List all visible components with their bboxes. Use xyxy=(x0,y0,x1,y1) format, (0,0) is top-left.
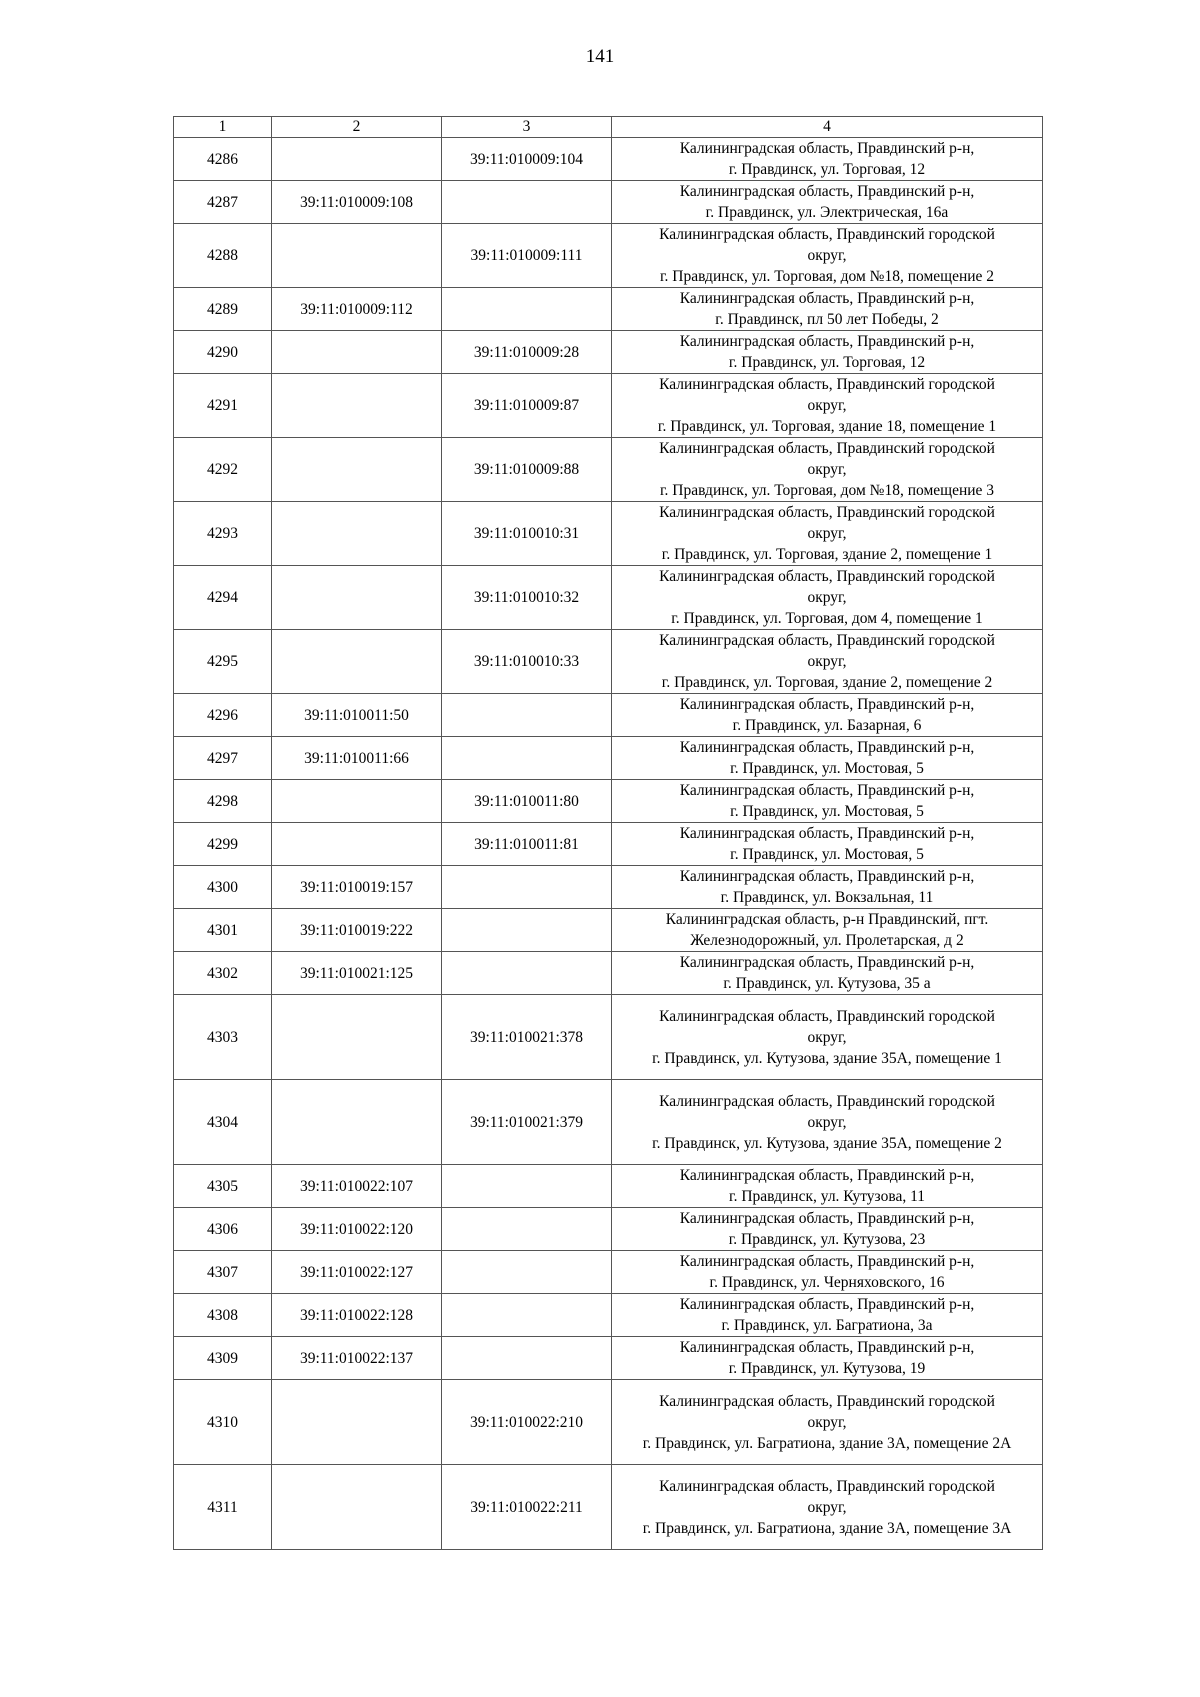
address-line: Калининградская область, Правдинский р-н, xyxy=(679,954,975,971)
row-number-cell: 4298 xyxy=(174,780,272,823)
address-line: Калининградская область, Правдинский р-н, xyxy=(679,183,975,200)
address-line: Калининградская область, Правдинский р-н, xyxy=(679,1296,975,1313)
address-line: Калининградская область, Правдинский р-н, xyxy=(679,696,975,713)
row-number-cell: 4306 xyxy=(174,1208,272,1251)
premises-cadastral-number-cell xyxy=(442,1294,612,1337)
address-cell xyxy=(612,288,1043,331)
address-cell xyxy=(612,737,1043,780)
premises-cadastral-number-cell: 39:11:010010:33 xyxy=(442,630,612,694)
row-number-cell: 4307 xyxy=(174,1251,272,1294)
address-line: г. Правдинск, ул. Кутузова, здание 35А, помещение 1 xyxy=(652,1049,1002,1067)
address-cell xyxy=(612,952,1043,995)
table-header xyxy=(174,117,1043,138)
address-line: г. Правдинск, пл 50 лет Победы, 2 xyxy=(715,311,939,328)
cadastral-number-cell: 39:11:010022:120 xyxy=(272,1208,442,1251)
address-cell xyxy=(612,630,1043,694)
row-number-cell: 4302 xyxy=(174,952,272,995)
table-row xyxy=(174,566,1043,630)
cadastral-number-cell: 39:11:010022:107 xyxy=(272,1165,442,1208)
address-cell xyxy=(612,823,1043,866)
address-line: Калининградская область, Правдинский городской xyxy=(659,1007,995,1025)
address-line: округ, xyxy=(807,589,847,606)
address-line: Калининградская область, Правдинский р-н, xyxy=(679,333,975,350)
address-line: г. Правдинск, ул. Кутузова, здание 35А, помещение 2 xyxy=(652,1134,1002,1152)
premises-cadastral-number-cell xyxy=(442,288,612,331)
address-line: Калининградская область, Правдинский городской xyxy=(659,376,995,393)
premises-cadastral-number-cell: 39:11:010010:32 xyxy=(442,566,612,630)
premises-cadastral-number-cell: 39:11:010009:104 xyxy=(442,138,612,181)
address-line: г. Правдинск, ул. Торговая, дом 4, помещение 1 xyxy=(671,610,983,627)
table-row xyxy=(174,331,1043,374)
cadastral-number-cell xyxy=(272,374,442,438)
cadastral-number-cell: 39:11:010011:66 xyxy=(272,737,442,780)
table-row xyxy=(174,138,1043,181)
address-line: Калининградская область, Правдинский р-н, xyxy=(679,782,975,799)
premises-cadastral-number-cell: 39:11:010009:28 xyxy=(442,331,612,374)
table-row xyxy=(174,502,1043,566)
address-line: округ, xyxy=(807,1028,847,1046)
address-line: Калининградская область, Правдинский р-н, xyxy=(679,825,975,842)
cadastral-number-cell xyxy=(272,1080,442,1165)
table-row xyxy=(174,1080,1043,1165)
address-line: Калининградская область, Правдинский городской xyxy=(659,1092,995,1110)
address-line: Калининградская область, Правдинский р-н, xyxy=(679,290,975,307)
row-number-cell: 4301 xyxy=(174,909,272,952)
address-line: г. Правдинск, ул. Торговая, дом №18, помещение 3 xyxy=(659,482,995,499)
premises-cadastral-number-cell: 39:11:010009:87 xyxy=(442,374,612,438)
address-line: Калининградская область, Правдинский р-н, xyxy=(679,1167,975,1184)
address-line: г. Правдинск, ул. Багратиона, здание 3А, помещение 2А xyxy=(642,1434,1012,1452)
address-line: г. Правдинск, ул. Кутузова, 11 xyxy=(729,1188,925,1205)
table-row xyxy=(174,995,1043,1080)
address-cell xyxy=(612,181,1043,224)
address-line: г. Правдинск, ул. Базарная, 6 xyxy=(732,717,922,734)
cadastral-number-cell xyxy=(272,224,442,288)
address-line: г. Правдинск, ул. Кутузова, 23 xyxy=(728,1231,926,1248)
address-line: Калининградская область, Правдинский городской xyxy=(659,504,995,521)
premises-cadastral-number-cell xyxy=(442,1208,612,1251)
row-number-cell: 4303 xyxy=(174,995,272,1080)
premises-cadastral-number-cell xyxy=(442,694,612,737)
row-number-cell: 4308 xyxy=(174,1294,272,1337)
address-cell xyxy=(612,138,1043,181)
premises-cadastral-number-cell xyxy=(442,866,612,909)
address-line: г. Правдинск, ул. Кутузова, 19 xyxy=(728,1360,926,1377)
table-row xyxy=(174,909,1043,952)
cadastral-number-cell xyxy=(272,780,442,823)
cadastral-number-cell: 39:11:010019:157 xyxy=(272,866,442,909)
column-header-4: 4 xyxy=(612,117,1043,138)
table-row xyxy=(174,1380,1043,1465)
row-number-cell: 4299 xyxy=(174,823,272,866)
address-line: Калининградская область, Правдинский городской xyxy=(659,632,995,649)
address-line: г. Правдинск, ул. Торговая, дом №18, помещение 2 xyxy=(659,268,995,285)
premises-cadastral-number-cell: 39:11:010021:378 xyxy=(442,995,612,1080)
address-cell xyxy=(612,502,1043,566)
row-number-cell: 4288 xyxy=(174,224,272,288)
cadastral-number-cell xyxy=(272,630,442,694)
address-cell xyxy=(612,1465,1043,1550)
table-row xyxy=(174,438,1043,502)
cadastral-number-cell xyxy=(272,502,442,566)
address-cell xyxy=(612,224,1043,288)
table-row xyxy=(174,1337,1043,1380)
row-number-cell: 4295 xyxy=(174,630,272,694)
table-row xyxy=(174,737,1043,780)
address-cell xyxy=(612,331,1043,374)
row-number-cell: 4304 xyxy=(174,1080,272,1165)
address-cell xyxy=(612,694,1043,737)
cadastral-number-cell: 39:11:010022:128 xyxy=(272,1294,442,1337)
address-cell xyxy=(612,995,1043,1080)
cadastral-number-cell: 39:11:010022:137 xyxy=(272,1337,442,1380)
address-line: Калининградская область, Правдинский р-н, xyxy=(679,1253,975,1270)
address-cell xyxy=(612,1165,1043,1208)
cadastral-number-cell xyxy=(272,995,442,1080)
address-line: Калининградская область, Правдинский городской xyxy=(659,1392,995,1410)
table-row xyxy=(174,823,1043,866)
address-line: г. Правдинск, ул. Электрическая, 16а xyxy=(705,204,949,221)
cadastral-number-cell: 39:11:010019:222 xyxy=(272,909,442,952)
address-line: округ, xyxy=(807,1498,847,1516)
table-row xyxy=(174,374,1043,438)
registry-table xyxy=(173,116,1043,1550)
row-number-cell: 4296 xyxy=(174,694,272,737)
premises-cadastral-number-cell xyxy=(442,1251,612,1294)
address-line: Калининградская область, Правдинский р-н, xyxy=(679,739,975,756)
address-cell xyxy=(612,1337,1043,1380)
address-line: округ, xyxy=(807,1113,847,1131)
address-cell xyxy=(612,1294,1043,1337)
address-cell xyxy=(612,1251,1043,1294)
premises-cadastral-number-cell: 39:11:010009:88 xyxy=(442,438,612,502)
premises-cadastral-number-cell: 39:11:010011:81 xyxy=(442,823,612,866)
cadastral-number-cell xyxy=(272,138,442,181)
row-number-cell: 4290 xyxy=(174,331,272,374)
address-line: Калининградская область, Правдинский городской xyxy=(659,440,995,457)
address-line: Калининградская область, Правдинский р-н, xyxy=(679,868,975,885)
column-header-3: 3 xyxy=(442,117,612,138)
address-cell xyxy=(612,566,1043,630)
row-number-cell: 4309 xyxy=(174,1337,272,1380)
cadastral-number-cell: 39:11:010021:125 xyxy=(272,952,442,995)
cadastral-number-cell xyxy=(272,823,442,866)
table-row xyxy=(174,1165,1043,1208)
address-line: г. Правдинск, ул. Мостовая, 5 xyxy=(730,846,924,863)
premises-cadastral-number-cell: 39:11:010009:111 xyxy=(442,224,612,288)
address-line: Калининградская область, Правдинский городской xyxy=(659,1477,995,1495)
address-line: г. Правдинск, ул. Торговая, здание 2, помещение 1 xyxy=(661,546,993,563)
address-line: г. Правдинск, ул. Торговая, 12 xyxy=(728,354,926,371)
table-row xyxy=(174,224,1043,288)
table-body xyxy=(174,138,1043,1550)
row-number-cell: 4292 xyxy=(174,438,272,502)
address-line: Калининградская область, Правдинский р-н, xyxy=(679,1339,975,1356)
address-line: г. Правдинск, ул. Кутузова, 35 а xyxy=(723,975,931,992)
table-row xyxy=(174,1294,1043,1337)
row-number-cell: 4291 xyxy=(174,374,272,438)
address-line: г. Правдинск, ул. Торговая, 12 xyxy=(728,161,926,178)
address-line: Калининградская область, Правдинский городской xyxy=(659,568,995,585)
premises-cadastral-number-cell xyxy=(442,737,612,780)
row-number-cell: 4286 xyxy=(174,138,272,181)
premises-cadastral-number-cell: 39:11:010022:211 xyxy=(442,1465,612,1550)
address-cell xyxy=(612,909,1043,952)
address-line: г. Правдинск, ул. Торговая, здание 18, помещение 1 xyxy=(657,418,997,435)
table-row xyxy=(174,288,1043,331)
column-header-1: 1 xyxy=(174,117,272,138)
table-row xyxy=(174,1251,1043,1294)
table-row xyxy=(174,1208,1043,1251)
premises-cadastral-number-cell xyxy=(442,1337,612,1380)
address-line: округ, xyxy=(807,1413,847,1431)
address-line: г. Правдинск, ул. Багратиона, здание 3А, помещение 3А xyxy=(642,1519,1012,1537)
premises-cadastral-number-cell xyxy=(442,1165,612,1208)
address-cell xyxy=(612,1208,1043,1251)
address-line: Железнодорожный, ул. Пролетарская, д 2 xyxy=(690,932,964,949)
address-line: г. Правдинск, ул. Черняховского, 16 xyxy=(709,1274,945,1291)
address-line: округ, xyxy=(807,247,847,264)
premises-cadastral-number-cell: 39:11:010021:379 xyxy=(442,1080,612,1165)
cadastral-number-cell: 39:11:010011:50 xyxy=(272,694,442,737)
row-number-cell: 4287 xyxy=(174,181,272,224)
address-line: г. Правдинск, ул. Мостовая, 5 xyxy=(730,760,924,777)
premises-cadastral-number-cell xyxy=(442,909,612,952)
address-cell xyxy=(612,438,1043,502)
row-number-cell: 4289 xyxy=(174,288,272,331)
row-number-cell: 4311 xyxy=(174,1465,272,1550)
cadastral-number-cell xyxy=(272,331,442,374)
row-number-cell: 4294 xyxy=(174,566,272,630)
premises-cadastral-number-cell xyxy=(442,181,612,224)
row-number-cell: 4310 xyxy=(174,1380,272,1465)
table-row xyxy=(174,694,1043,737)
table-row xyxy=(174,1465,1043,1550)
address-line: г. Правдинск, ул. Вокзальная, 11 xyxy=(720,889,934,906)
address-line: Калининградская область, р-н Правдинский, пгт. xyxy=(665,911,989,928)
row-number-cell: 4297 xyxy=(174,737,272,780)
address-line: округ, xyxy=(807,525,847,542)
column-header-2: 2 xyxy=(272,117,442,138)
address-cell xyxy=(612,1380,1043,1465)
address-line: г. Правдинск, ул. Мостовая, 5 xyxy=(730,803,924,820)
row-number-cell: 4305 xyxy=(174,1165,272,1208)
address-cell xyxy=(612,866,1043,909)
premises-cadastral-number-cell: 39:11:010010:31 xyxy=(442,502,612,566)
cadastral-number-cell xyxy=(272,1380,442,1465)
cadastral-number-cell: 39:11:010022:127 xyxy=(272,1251,442,1294)
cadastral-number-cell xyxy=(272,566,442,630)
cadastral-number-cell: 39:11:010009:108 xyxy=(272,181,442,224)
row-number-cell: 4300 xyxy=(174,866,272,909)
premises-cadastral-number-cell: 39:11:010011:80 xyxy=(442,780,612,823)
table-row xyxy=(174,181,1043,224)
address-line: г. Правдинск, ул. Багратиона, 3а xyxy=(721,1317,933,1334)
address-line: Калининградская область, Правдинский городской xyxy=(659,226,995,243)
address-line: округ, xyxy=(807,397,847,414)
table-row xyxy=(174,866,1043,909)
header-row xyxy=(174,117,1043,138)
address-line: округ, xyxy=(807,461,847,478)
cadastral-number-cell xyxy=(272,438,442,502)
address-cell xyxy=(612,780,1043,823)
table-row xyxy=(174,630,1043,694)
address-cell xyxy=(612,1080,1043,1165)
row-number-cell: 4293 xyxy=(174,502,272,566)
address-line: г. Правдинск, ул. Торговая, здание 2, помещение 2 xyxy=(661,674,993,691)
address-line: Калининградская область, Правдинский р-н, xyxy=(679,140,975,157)
page-number: 141 xyxy=(585,46,615,67)
address-cell xyxy=(612,374,1043,438)
cadastral-number-cell: 39:11:010009:112 xyxy=(272,288,442,331)
address-line: округ, xyxy=(807,653,847,670)
table-row xyxy=(174,780,1043,823)
premises-cadastral-number-cell xyxy=(442,952,612,995)
cadastral-number-cell xyxy=(272,1465,442,1550)
premises-cadastral-number-cell: 39:11:010022:210 xyxy=(442,1380,612,1465)
table-row xyxy=(174,952,1043,995)
address-line: Калининградская область, Правдинский р-н, xyxy=(679,1210,975,1227)
